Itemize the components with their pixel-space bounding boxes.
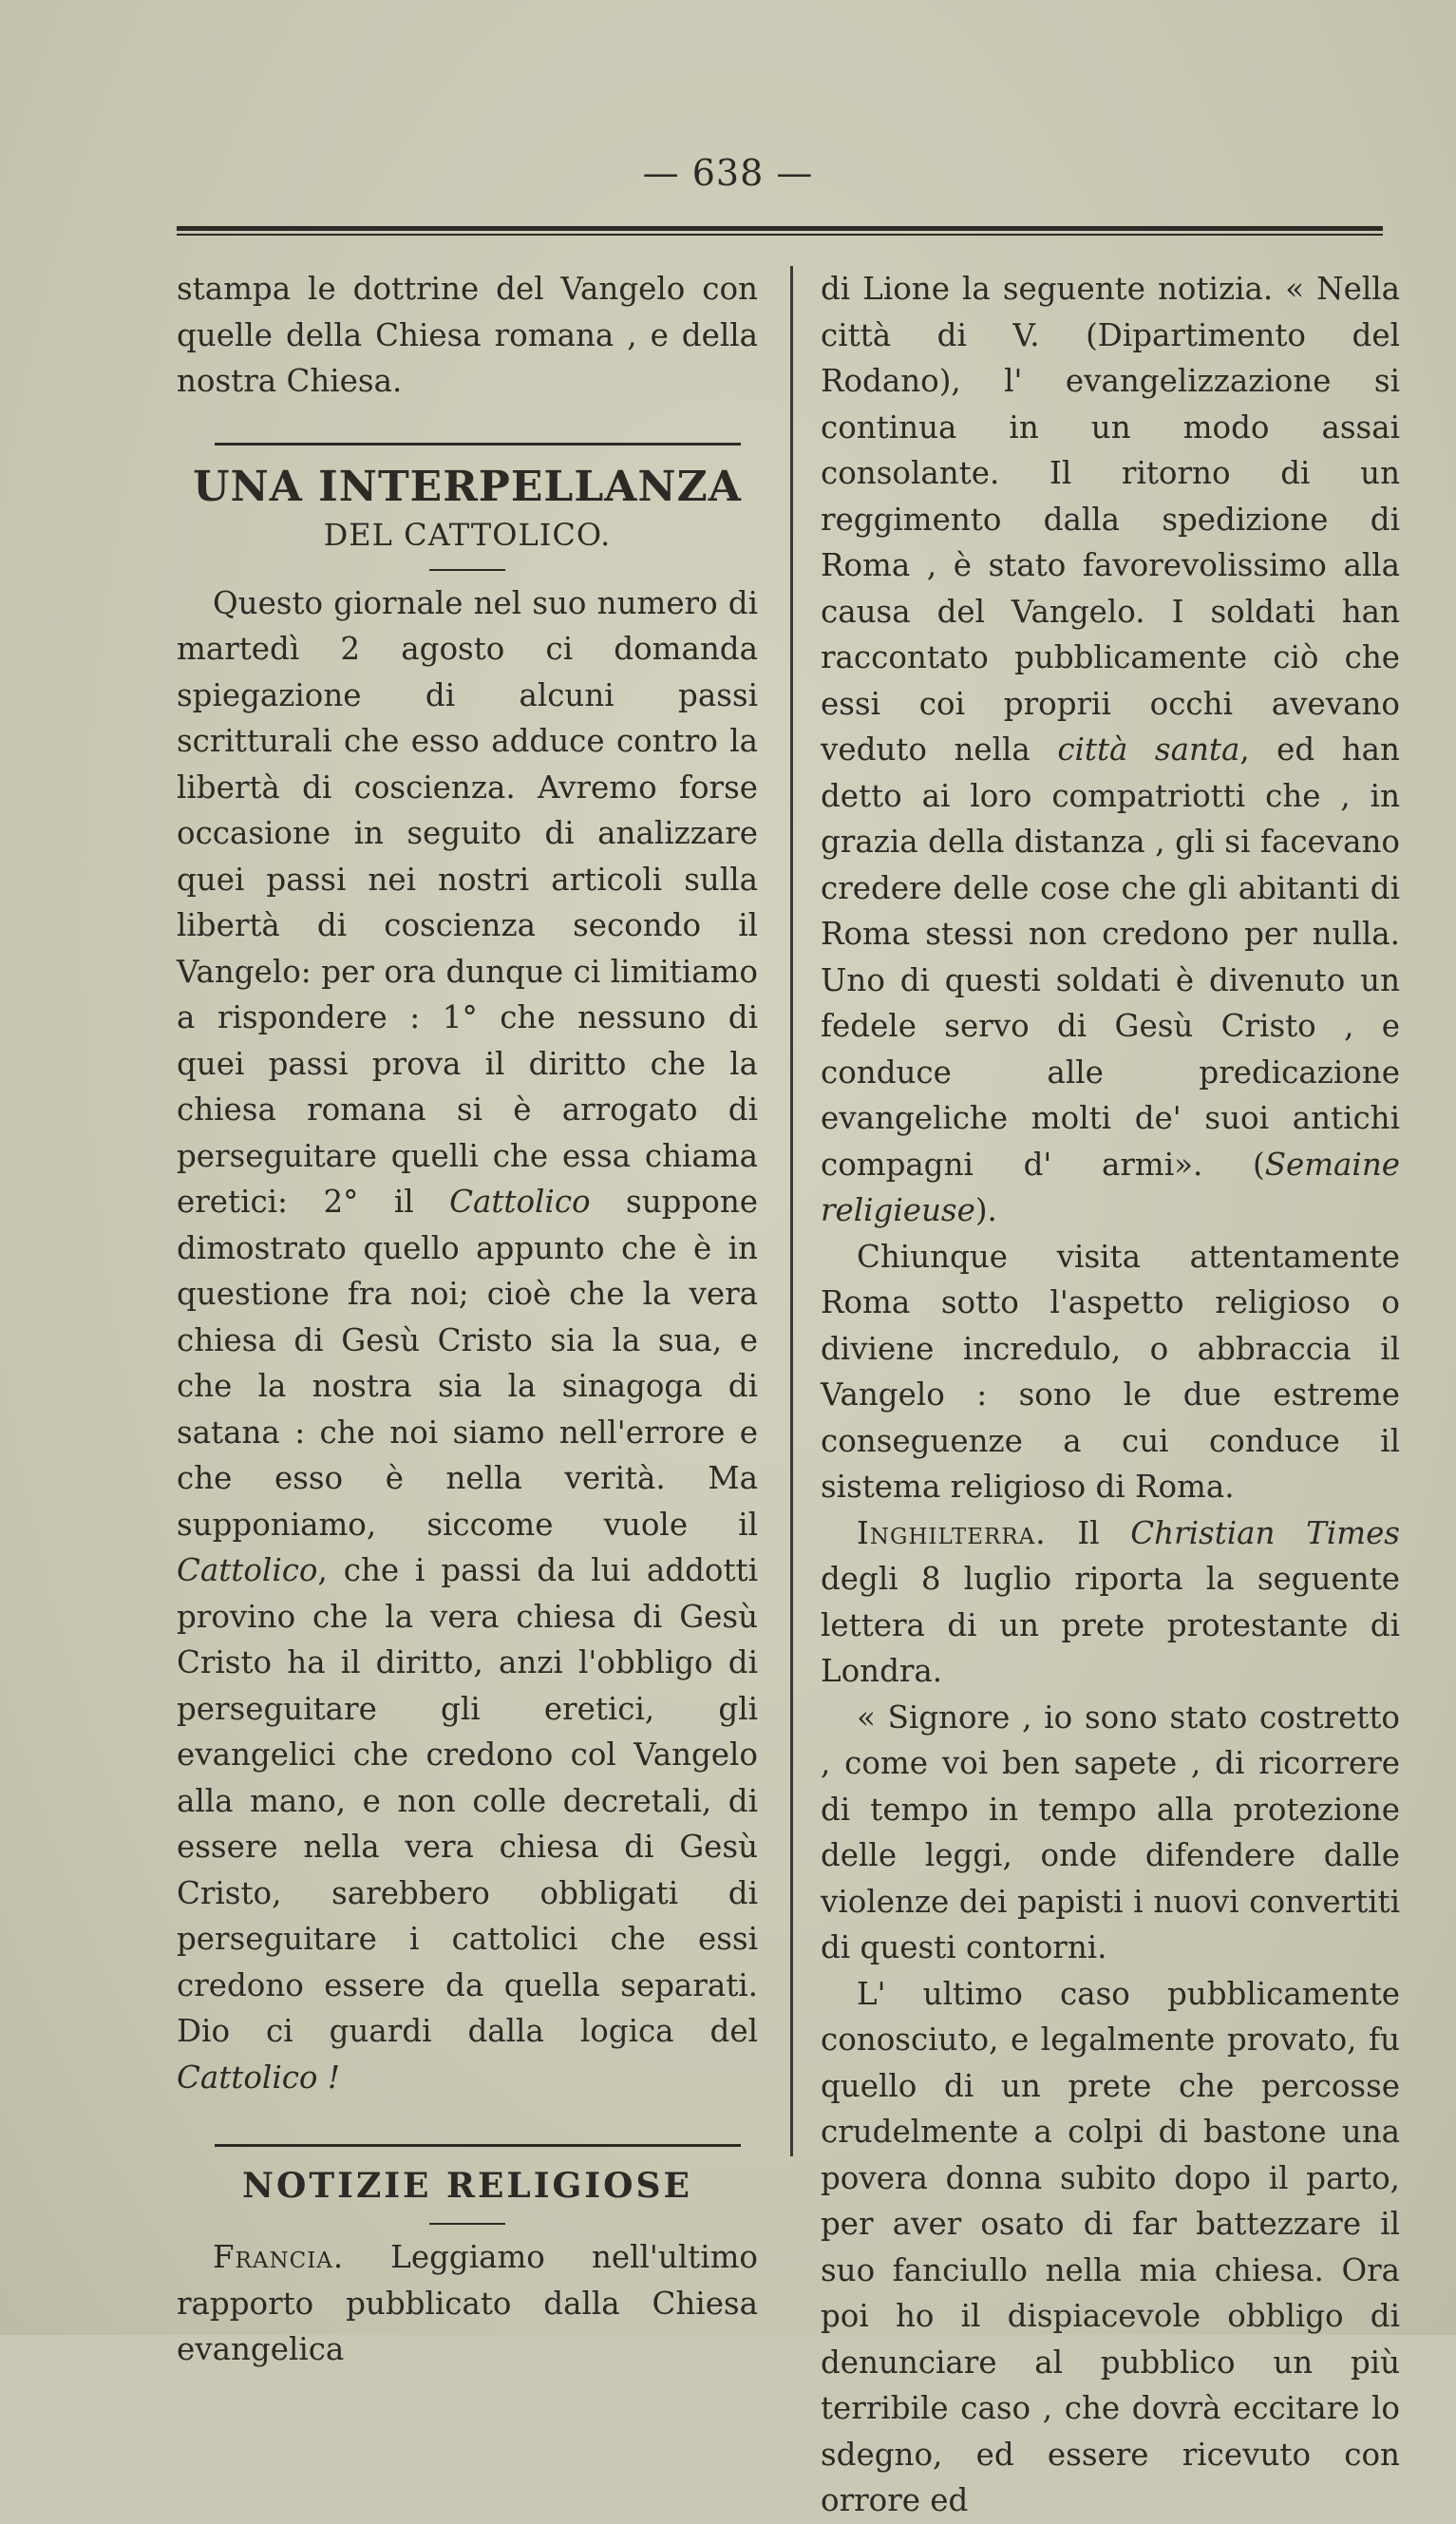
header-rule: [177, 226, 1383, 236]
cattolico-ref: Cattolico !: [177, 2059, 340, 2096]
article-subtitle: DEL CATTOLICO.: [323, 516, 612, 553]
inghilterra-paragraph: [821, 1510, 1400, 1695]
right-column: [821, 266, 1400, 2524]
inghilterra-label: Inghilterra.: [857, 1514, 1047, 1551]
article-paragraph: [177, 580, 758, 2101]
francia-paragraph: [177, 2234, 758, 2373]
article-separator: [215, 443, 741, 446]
francia-text: Leggiamo nell'ultimo rapporto pubblicato dalla Chiesa evangelica: [177, 2239, 758, 2367]
chiunque-paragraph: Chiunque visita attentamente Roma sotto l'aspetto religioso o diviene incredulo, o abbraccia il Vangelo : sono le due estreme conseguenze a cui conduce il sistema religioso di Roma.: [821, 1238, 1400, 1505]
christian-times: Christian Times: [1130, 1514, 1400, 1551]
article-title: UNA INTERPELLANZA: [193, 462, 742, 511]
continuation-paragraph: stampa le dottrine del Vangelo con quelle della Chiesa romana , e della nostra Chiesa.: [177, 271, 758, 399]
francia-label: Francia.: [213, 2239, 345, 2275]
left-column: [177, 266, 758, 2373]
letter-paragraph-2: L' ultimo caso pubblicamente conosciuto, e legalmente provato, fu quello di un prete che percosse crudelmente a colpi di bastone una povera donna subito dopo il parto, per aver osato di far battezzare il suo fanciullo nella mia chiesa. Ora poi ho il dispiacevole obbligo di denunciare al pubblico un più terribile caso , che dovrà eccitare lo sdegno, ed essere ricevuto con orrore ed: [821, 1975, 1400, 2518]
article-text-b: suppone dimostrato quello appunto che è in questione fra noi; cioè che la vera chiesa di Gesù Cristo sia la sua, e che la nostra sia la sinagoga di satana : che noi siamo nell'errore e che esso è nella verità. Ma supponiamo, siccome vuole il: [177, 1184, 758, 1543]
francia-cont-c: ).: [974, 1192, 997, 1228]
inghilterra-text-a: Il: [1046, 1514, 1131, 1551]
title-dash: [429, 569, 505, 571]
article-text-a: Questo giornale nel suo numero di martedì 2 agosto ci domanda spiegazione di alcuni passi scritturali che esso adduce contro la libertà di coscienza. Avremo forse occasione in seguito di analizzare quei passi nei nostri articoli sulla libertà di coscienza secondo il Vangelo: per ora dunque ci limitiamo a rispondere : 1° che nessuno di quei passi prova il diritto che la chiesa romana si è arrogato di perseguitare quelli che essa chiama eretici: 2° il: [177, 584, 758, 1220]
page-number: — 638 —: [642, 152, 814, 194]
citta-santa: città santa: [1057, 731, 1240, 768]
francia-cont-b: , ed han detto ai loro compatriotti che , in grazia della distanza , gli si facevano credere delle cose che gli abitanti di Roma stessi non credono per nulla. Uno di questi soldati è divenuto un fedele servo di Gesù Cristo , e conduce alle predicazione evangeliche molti de' suoi antichi compagni d' armi». (: [821, 731, 1400, 1183]
semaine-religieuse: Semaine religieuse: [821, 1146, 1400, 1228]
column-divider: [790, 266, 793, 2156]
section-separator: [215, 2144, 741, 2147]
section-title: NOTIZIE RELIGIOSE: [242, 2166, 692, 2206]
francia-continuation: [821, 266, 1400, 1234]
inghilterra-text-b: degli 8 luglio riporta la seguente lettera di un prete protestante di Londra.: [821, 1561, 1400, 1689]
cattolico-ref: Cattolico: [449, 1184, 591, 1220]
section-dash: [429, 2223, 505, 2225]
letter-paragraph-1: « Signore , io sono stato costretto , come voi ben sapete , di ricorrere di tempo in tempo alla protezione delle leggi, onde difendere dalle violenze dei papisti i nuovi convertiti di questi contorni.: [821, 1698, 1400, 1965]
francia-cont-a: di Lione la seguente notizia. « Nella città di V. (Dipartimento del Rodano), l' evangelizzazione si continua in un modo assai consolante. Il ritorno di un reggimento dalla spedizione di Roma , è stato favorevolissimo alla causa del Vangelo. I soldati han raccontato pubblicamente ciò che essi coi proprii occhi avevano veduto nella: [821, 271, 1400, 768]
cattolico-ref: Cattolico: [177, 1552, 318, 1588]
article-text-c: , che i passi da lui addotti provino che la vera chiesa di Gesù Cristo ha il diritto, anzi l'obbligo di perseguitare gli eretici, gli evangelici che credono col Vangelo alla mano, e non colle decretali, di essere nella vera chiesa di Gesù Cristo, sarebbero obbligati di perseguitare i cattolici che essi credono essere da quella separati. Dio ci guardi dalla logica del: [177, 1552, 758, 2049]
